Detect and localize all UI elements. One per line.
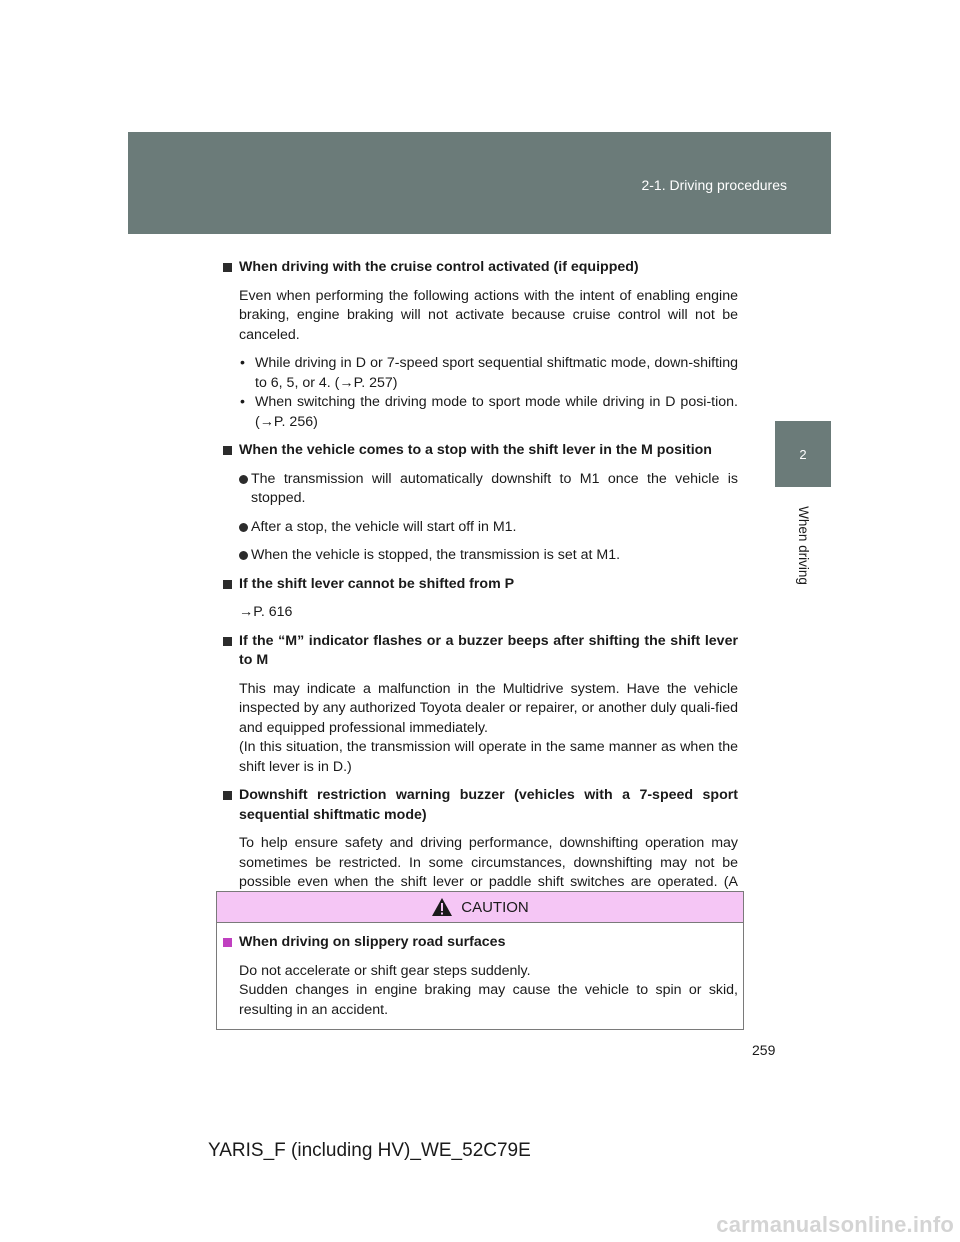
section-paragraph: (In this situation, the transmission will operate in the same manner as when the shift lever is in D.) <box>239 739 738 775</box>
page-reference: →P. 616 <box>239 604 293 620</box>
section-title: 2-1. Driving procedures <box>641 177 787 193</box>
caution-box <box>216 891 744 1030</box>
list-item: • While driving in D or 7-speed sport sequential shiftmatic mode, down-shifting to 6, 5, or 4. (→P. 257) <box>240 355 738 391</box>
page-number: 259 <box>752 1042 776 1058</box>
section-cruise-control <box>222 258 738 432</box>
section-m-indicator <box>222 632 738 778</box>
section-heading: If the shift lever cannot be shifted from P <box>222 575 738 595</box>
list-item: The transmission will automatically downshift to M1 once the vehicle is stopped. <box>222 470 738 509</box>
caution-line: Sudden changes in engine braking may cause the vehicle to spin or skid, resulting in an accident. <box>239 982 738 1018</box>
caution-line: Do not accelerate or shift gear steps suddenly. <box>239 962 531 979</box>
caution-header <box>217 892 743 923</box>
circle-bullet-icon <box>239 551 248 560</box>
caution-title: CAUTION <box>461 898 529 916</box>
section-heading: If the “M” indicator flashes or a buzzer beeps after shifting the shift lever to M <box>222 632 738 671</box>
section-paragraph: This may indicate a malfunction in the Multidrive system. Have the vehicle inspected by any authorized Toyota dealer or repairer, or another duly quali-fied and equipped professional immediately. <box>239 680 738 736</box>
circle-bullet-icon <box>239 523 248 532</box>
section-heading: Downshift restriction warning buzzer (vehicles with a 7-speed sport sequential shiftmatic mode) <box>222 786 738 825</box>
section-shift-from-p <box>222 575 738 623</box>
chapter-side-label <box>770 500 836 590</box>
section-paragraph: Even when performing the following actions with the intent of enabling engine braking, engine braking will not activate because cruise control will not be canceled. <box>239 287 738 343</box>
circle-bullet-icon <box>239 475 248 484</box>
list-item: After a stop, the vehicle will start off in M1. <box>222 518 738 538</box>
square-bullet-icon <box>223 263 232 272</box>
section-stop-m-position <box>222 441 738 566</box>
chapter-number: 2 <box>799 446 807 462</box>
main-content <box>222 258 738 921</box>
square-bullet-icon <box>223 446 232 455</box>
document-code: YARIS_F (including HV)_WE_52C79E <box>208 1140 531 1161</box>
chapter-tab <box>775 421 831 487</box>
list-item: When the vehicle is stopped, the transmission is set at M1. <box>222 546 738 566</box>
caution-body <box>217 923 743 1020</box>
header-bar <box>128 132 831 234</box>
watermark: carmanualsonline.info <box>716 1212 954 1237</box>
square-bullet-icon <box>223 938 232 947</box>
section-heading: When driving with the cruise control activated (if equipped) <box>222 258 738 278</box>
list-item: • When switching the driving mode to sport mode while driving in D posi-tion. (→P. 256) <box>240 394 738 430</box>
section-paragraph: To help ensure safety and driving performance, downshifting operation may sometimes be restricted. In some circumstances, downshifting may not be possible even when the shift lever or paddle shift switches are operated. (A <box>239 835 738 890</box>
chapter-label: When driving <box>795 505 811 585</box>
square-bullet-icon <box>223 637 232 646</box>
dot-bullet-icon: • <box>240 394 245 410</box>
dot-bullet-icon: • <box>240 355 245 371</box>
square-bullet-icon <box>223 791 232 800</box>
warning-triangle-icon <box>431 897 453 917</box>
section-heading: When the vehicle comes to a stop with the shift lever in the M position <box>222 441 738 461</box>
caution-heading: When driving on slippery road surfaces <box>222 933 738 953</box>
square-bullet-icon <box>223 580 232 589</box>
